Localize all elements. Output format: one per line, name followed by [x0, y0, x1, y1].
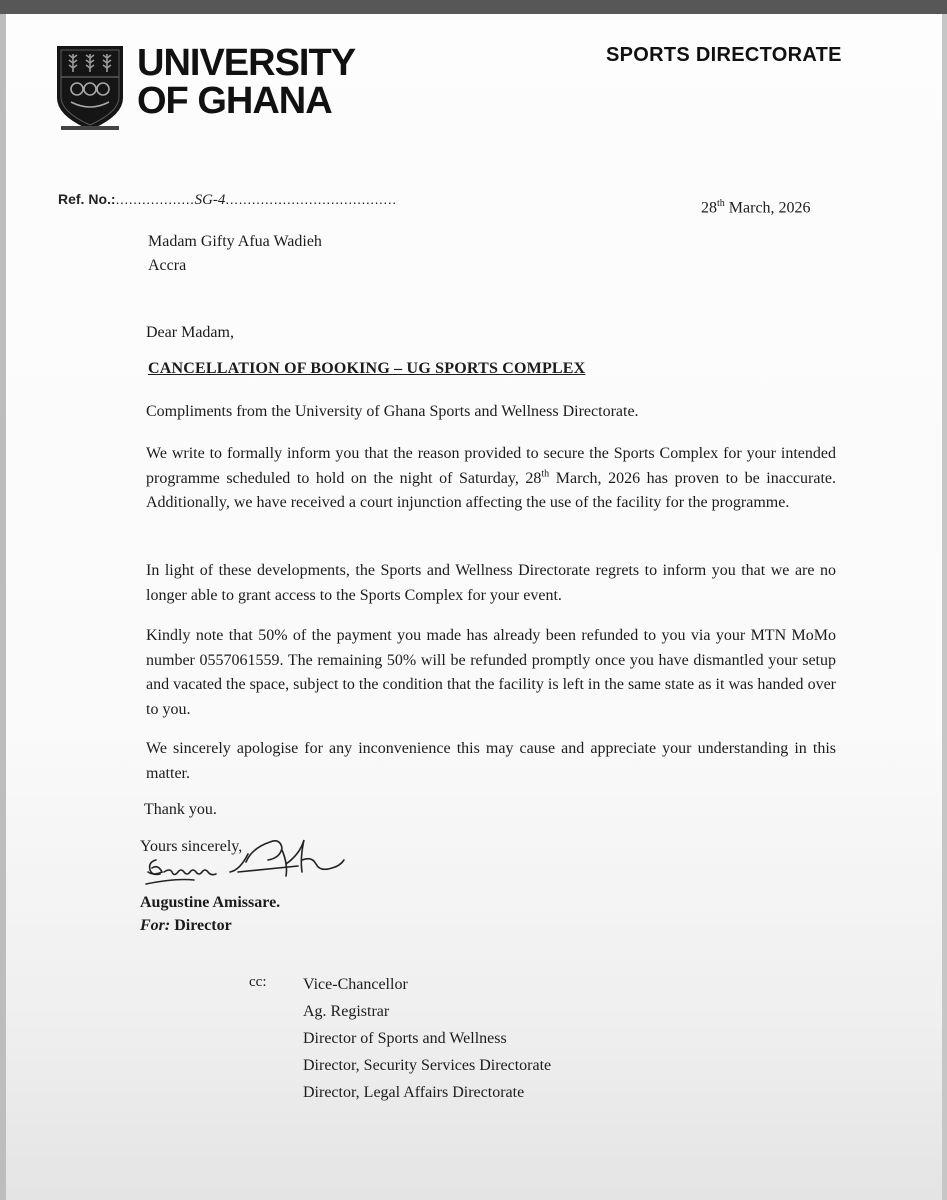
university-name: UNIVERSITY OF GHANA	[137, 42, 356, 122]
thank-you: Thank you.	[144, 801, 217, 818]
cc-list	[303, 971, 551, 1106]
cc-recipient: Vice-Chancellor	[303, 976, 408, 993]
paragraph-refund: Kindly note that 50% of the payment you made has already been refunded to you via your MTN MoMo number 0557061559. The remaining 50% will be refunded promptly once you have dismantled your setup and vacated the space, subject to the condition that the facility is left in the same state as it was handed over to you.	[146, 627, 836, 718]
reference-number: Ref. No.:..................SG-4.......................................	[58, 191, 397, 208]
right-frame-edge	[942, 14, 947, 1200]
cc-label: cc:	[249, 974, 267, 990]
signatory-name: Augustine Amissare.	[140, 894, 281, 911]
salutation: Dear Madam,	[146, 324, 234, 341]
paragraph-access-denied: In light of these developments, the Sports and Wellness Directorate regrets to inform you that we are no longer able to grant access to the Sports Complex for your event.	[146, 562, 836, 604]
cc-recipient: Ag. Registrar	[303, 1003, 390, 1020]
university-crest-icon	[53, 44, 127, 132]
recipient-city: Accra	[148, 257, 187, 274]
closing-line: Yours sincerely,	[140, 838, 243, 855]
cc-recipient: Director of Sports and Wellness	[303, 1030, 507, 1047]
letter-date: 28th March, 2026	[701, 198, 811, 217]
recipient-name: Madam Gifty Afua Wadieh	[148, 233, 322, 250]
cc-recipient: Director, Security Services Directorate	[303, 1057, 552, 1074]
letter-page	[6, 14, 942, 1200]
top-frame-bar	[0, 0, 947, 14]
recipient-address	[148, 230, 322, 278]
paragraph-apology: We sincerely apologise for any inconvenience this may cause and appreciate your understanding in this matter.	[146, 740, 836, 782]
signatory-title: For: Director	[140, 917, 232, 934]
subject-heading: CANCELLATION OF BOOKING – UG SPORTS COMPLEX	[148, 360, 586, 377]
paragraph-compliments: Compliments from the University of Ghana Sports and Wellness Directorate.	[146, 403, 639, 420]
paragraph-notice: We write to formally inform you that the reason provided to secure the Sports Complex for your intended programme scheduled to hold on the night of Saturday, 28th March, 2026 has proven to be inaccurate. Additionally, we have received a court injunction affecting the use of the facility for the programme.	[146, 445, 837, 511]
department-heading: SPORTS DIRECTORATE	[606, 44, 842, 66]
cc-recipient: Director, Legal Affairs Directorate	[303, 1084, 525, 1101]
